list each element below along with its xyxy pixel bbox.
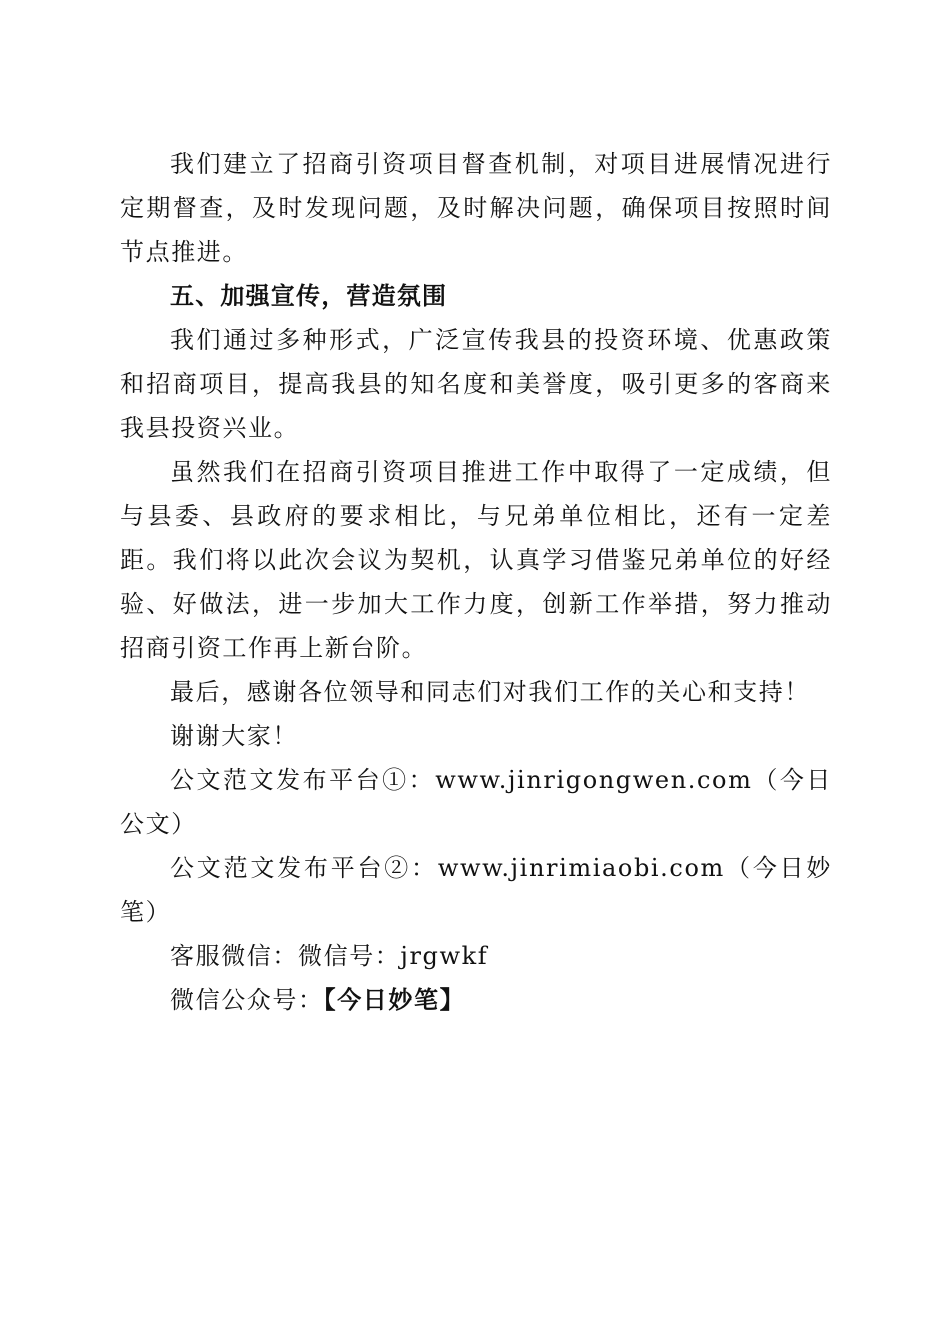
platform-2-line: 公文范文发布平台②：www.jinrimiaobi.com（今日妙笔）: [120, 854, 832, 926]
section-heading-5: 五、加强宣传，营造氛围: [170, 282, 448, 310]
wechat-account-label: 微信公众号：: [170, 986, 324, 1014]
paragraph-thanks-all: 谢谢大家！: [170, 722, 298, 750]
platform-1-line: 公文范文发布平台①：www.jinrigongwen.com（今日公文）: [120, 766, 832, 838]
paragraph-publicity: 我们通过多种形式，广泛宣传我县的投资环境、优惠政策和招商项目，提高我县的知名度和美誉度，吸引更多的客商来我县投资兴业。: [120, 326, 832, 442]
paragraph-supervision: 我们建立了招商引资项目督查机制，对项目进展情况进行定期督查，及时发现问题，及时解决问题，确保项目按照时间节点推进。: [120, 150, 832, 266]
paragraph-conclusion: 虽然我们在招商引资项目推进工作中取得了一定成绩，但与县委、县政府的要求相比，与兄弟单位相比，还有一定差距。我们将以此次会议为契机，认真学习借鉴兄弟单位的好经验、好做法，进一步加大工作力度，创新工作举措，努力推动招商引资工作再上新台阶。: [120, 458, 832, 662]
paragraph-thanks-leaders: 最后，感谢各位领导和同志们对我们工作的关心和支持！: [170, 678, 810, 706]
wechat-account-name: 【今日妙笔】: [323, 986, 466, 1014]
customer-service-line: 客服微信：微信号：jrgwkf: [170, 942, 489, 970]
wechat-account-line: [120, 978, 832, 1022]
document-body: [120, 142, 832, 1022]
